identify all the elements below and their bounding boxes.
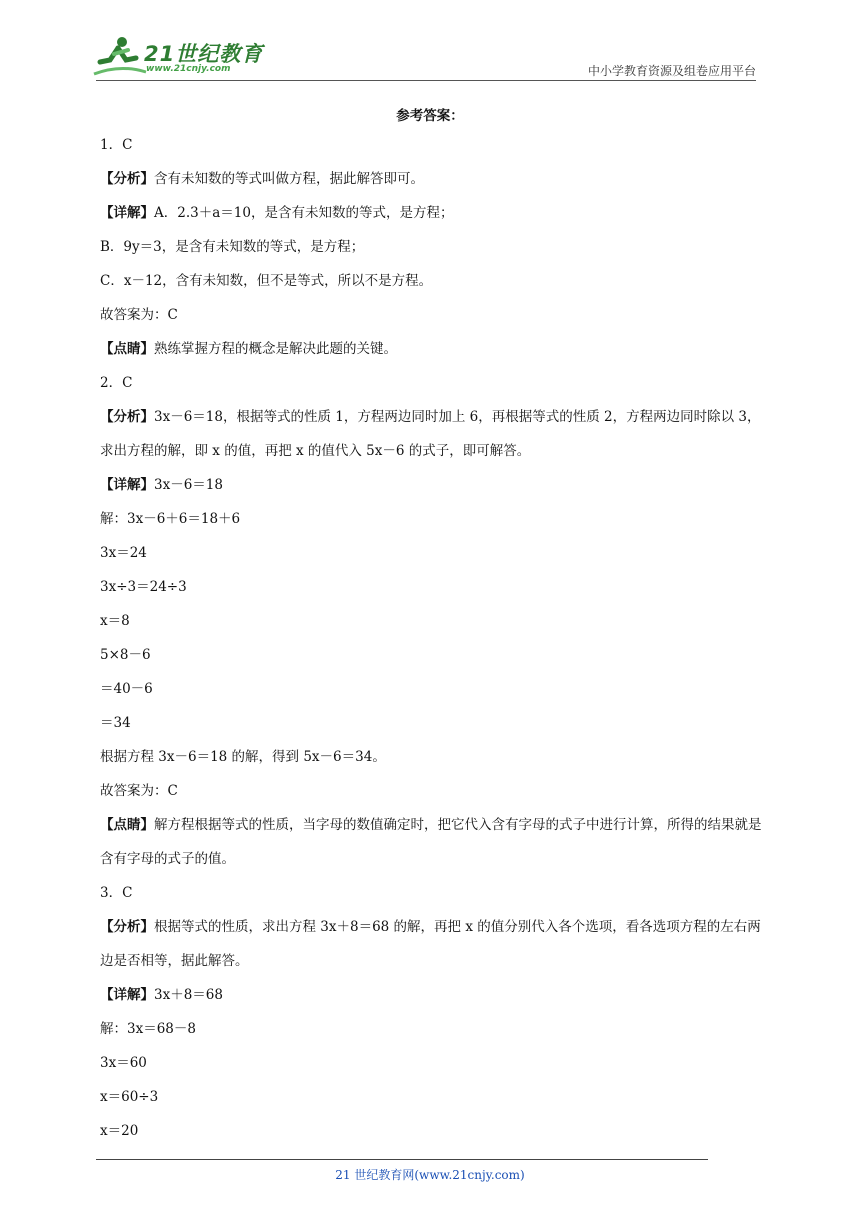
section-tag: 【详解】 (100, 205, 154, 221)
answer-line (100, 672, 764, 706)
answer-line (100, 536, 764, 570)
line-text: 3x－6＝18 (154, 477, 223, 493)
answer-line (100, 230, 764, 264)
line-text: 根据等式的性质，求出方程 3x＋8＝68 的解，再把 x 的值分别代入各个选项，看各选项方程的左右两边是否相等，据此解答。 (100, 919, 761, 969)
answer-line (100, 876, 764, 910)
logo-url: www.21cnjy.com (146, 64, 231, 74)
page-header (0, 0, 860, 90)
logo-text: 21世纪教育 (144, 42, 264, 66)
answer-line (100, 366, 764, 400)
section-tag: 【详解】 (100, 477, 154, 493)
line-text: 3．C (100, 885, 133, 901)
line-text: x＝60÷3 (100, 1089, 159, 1105)
answer-line (100, 740, 764, 774)
line-text: 解：3x＝68－8 (100, 1021, 196, 1037)
section-tag: 【详解】 (100, 987, 154, 1003)
answer-line (100, 808, 764, 876)
footer-link[interactable]: 21 世纪教育网(www.21cnjy.com) (335, 1168, 525, 1182)
line-text: B．9y＝3，是含有未知数的等式，是方程； (100, 239, 365, 255)
section-tag: 【点睛】 (100, 817, 154, 833)
answer-line (100, 400, 764, 468)
answer-line (100, 638, 764, 672)
line-text: x＝8 (100, 613, 130, 629)
line-text: 3x－6＝18，根据等式的性质 1，方程两边同时加上 6，再根据等式的性质 2，方程两边同时除以 3，求出方程的解，即 x 的值，再把 x 的值代入 5x－6 的式子，即可解答。 (100, 409, 761, 459)
line-text: 熟练掌握方程的概念是解决此题的关键。 (154, 341, 397, 357)
answer-line (100, 162, 764, 196)
site-logo[interactable] (92, 34, 262, 80)
line-text: ＝34 (100, 715, 131, 731)
answer-line (100, 604, 764, 638)
answer-line (100, 332, 764, 366)
answer-line (100, 978, 764, 1012)
line-text: 含有未知数的等式叫做方程，据此解答即可。 (154, 171, 424, 187)
line-text: A．2.3＋a＝10，是含有未知数的等式，是方程； (154, 205, 454, 221)
line-text: 故答案为：C (100, 307, 178, 323)
page-title: 参考答案： (396, 108, 464, 124)
line-text: 3x＋8＝68 (154, 987, 223, 1003)
line-text: 解方程根据等式的性质，当字母的数值确定时，把它代入含有字母的式子中进行计算，所得的结果就是含有字母的式子的值。 (100, 817, 762, 867)
answer-content (100, 128, 764, 1148)
footer-divider (96, 1159, 708, 1160)
answer-line (100, 1080, 764, 1114)
answer-line (100, 570, 764, 604)
header-divider (96, 80, 756, 81)
answer-line (100, 1114, 764, 1148)
answer-line (100, 774, 764, 808)
answer-line (100, 298, 764, 332)
answer-line (100, 196, 764, 230)
line-text: ＝40－6 (100, 681, 153, 697)
runner-logo-icon (92, 34, 148, 80)
answer-line (100, 264, 764, 298)
line-text: 3x＝24 (100, 545, 147, 561)
section-tag: 【分析】 (100, 409, 154, 425)
answer-line (100, 502, 764, 536)
line-text: 1．C (100, 137, 133, 153)
answer-line (100, 1046, 764, 1080)
answer-line (100, 910, 764, 978)
line-text: 故答案为：C (100, 783, 178, 799)
header-platform-text: 中小学教育资源及组卷应用平台 (587, 64, 756, 78)
line-text: 2．C (100, 375, 133, 391)
answer-line (100, 128, 764, 162)
line-text: 根据方程 3x－6＝18 的解，得到 5x－6＝34。 (100, 749, 386, 765)
line-text: 3x÷3＝24÷3 (100, 579, 187, 595)
line-text: x＝20 (100, 1123, 139, 1139)
section-tag: 【分析】 (100, 171, 154, 187)
line-text: C．x－12，含有未知数，但不是等式，所以不是方程。 (100, 273, 433, 289)
section-tag: 【分析】 (100, 919, 154, 935)
line-text: 解：3x－6＋6＝18＋6 (100, 511, 241, 527)
section-tag: 【点睛】 (100, 341, 154, 357)
line-text: 5×8－6 (100, 647, 151, 663)
line-text: 3x＝60 (100, 1055, 147, 1071)
answer-line (100, 706, 764, 740)
answer-line (100, 1012, 764, 1046)
answer-line (100, 468, 764, 502)
